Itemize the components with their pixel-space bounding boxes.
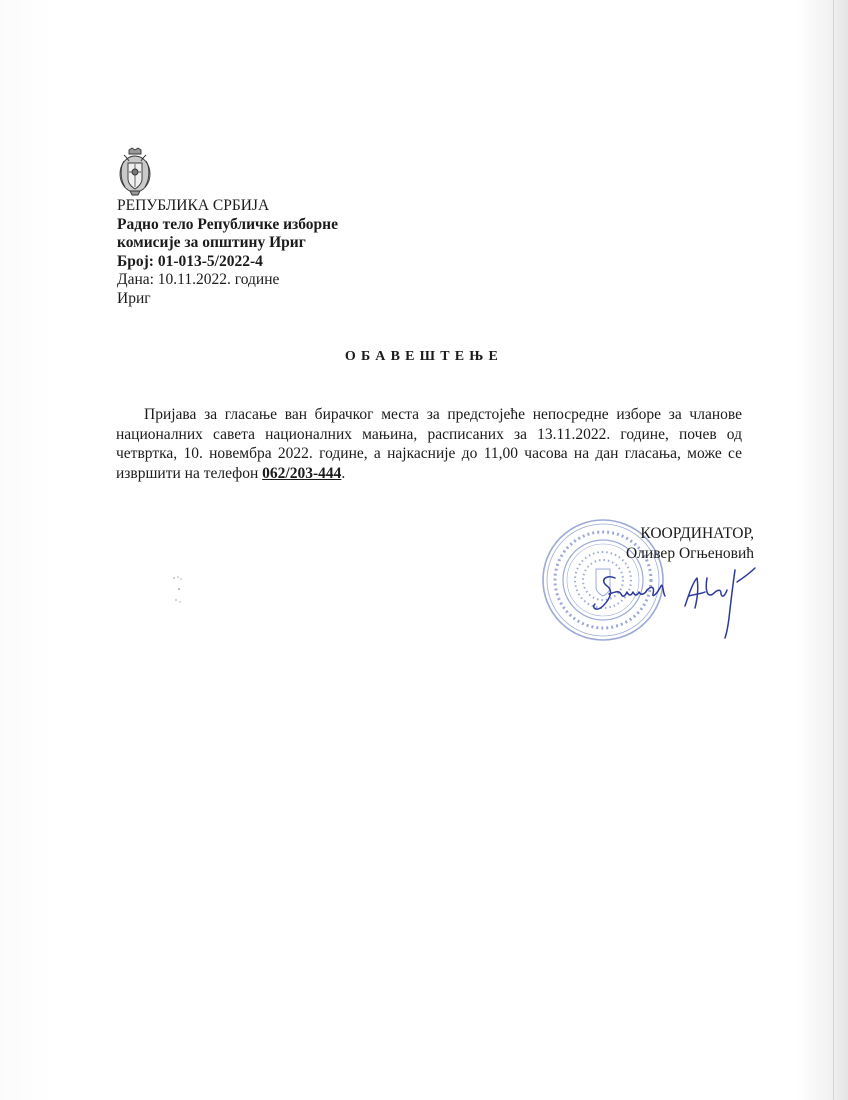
notice-body [116,405,742,483]
serbia-coat-of-arms-icon [118,147,152,197]
page-edge-shadow [833,0,834,1100]
signatory-name: Оливер Огњеновић [625,544,754,562]
handwritten-signature-icon [585,560,765,640]
notice-text: Пријава за гласање ван бирачког места за предстојеће непосредне изборе за чланове националних савета националних мањина, расписаних за 13.11.2022. године, почев од четвртка, 10. новембра 2022. године, а најкасније до 11,00 часова на дан гласања, може се извршити на телефон [116,406,742,482]
country-name: РЕПУБЛИКА СРБИЈА [117,197,270,214]
authority-name-line1: Радно тело Републичке изборне [117,215,338,233]
document-header [117,197,338,308]
document-number: Број: 01-013-5/2022-4 [117,252,263,270]
signatory-role: КООРДИНАТОР, [640,525,754,542]
phone-number: 062/203-444 [262,464,342,482]
document-title: ОБАВЕШТЕЊЕ [344,349,504,364]
document-place: Ириг [117,289,151,307]
signature-block [626,524,754,563]
notice-end: . [341,464,346,482]
authority-name-line2: комисије за општину Ириг [117,234,306,251]
paper-specks [170,572,190,608]
document-date: Дана: 10.11.2022. године [117,271,280,288]
